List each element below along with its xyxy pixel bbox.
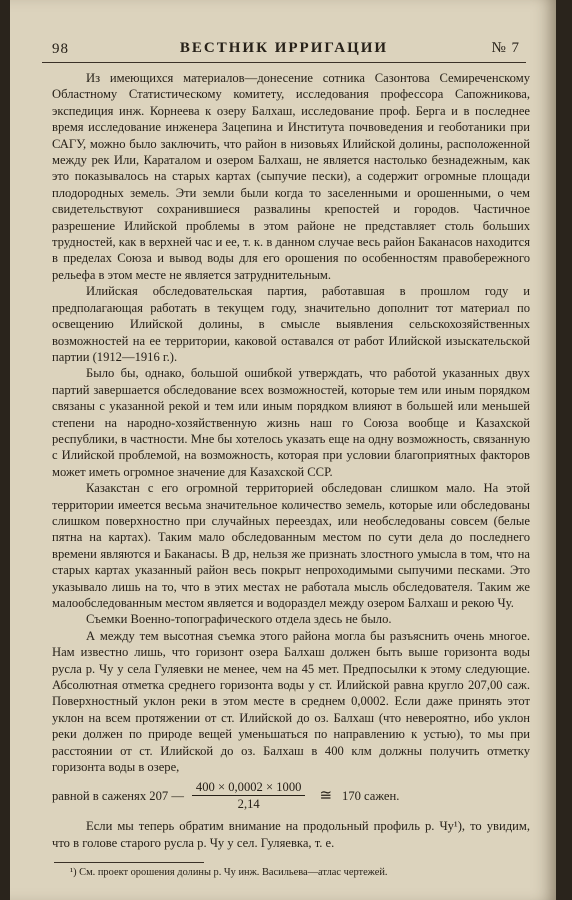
issue-number: № 7 (491, 40, 520, 56)
footnote-divider (54, 862, 204, 863)
formula-approx-sign: ≅ (319, 787, 333, 804)
journal-title: ВЕСТНИК ИРРИГАЦИИ (179, 40, 389, 56)
formula-result: 170 сажен. (342, 788, 400, 803)
paragraph: Из имеющихся материалов—донесение сотника Сазонтова Семиреченскому Областному Статистическому комитету, исследования профессора Сапожникова, экспедиция инж. Корнеева к озеру Балхаш, исследование проф. Берга и в последнее время исследование инженера Зацепина и Института почвоведения и геоботаники при САГУ, можно было заключить, что район в низовьях Илийской долины, расположенной между рек Или, Караталом и озером Балхаш, не является настолько безнадежным, как это показывалось на старых картах (сыпучие пески), а содержит огромные площади плодородных земель. Эти земли были когда то заселенными и орошенными, о чем свидетельствуют сохранившиеся развалины крепостей и городов. Частичное разрешение Илийской проблемы в этом районе не представляет столь больших трудностей, как в верхней час и ее, т. к. в данном случае весь район Баканасов находится в пределах Союза и вывод воды для его орошения по особенностям правобережного рельефа в этом месте не является затруднительным. (52, 71, 530, 282)
page-number: 98 (52, 41, 69, 57)
formula-fraction (192, 779, 306, 812)
page-header (42, 40, 526, 63)
article-body (52, 70, 530, 851)
footnote: ¹) См. проект орошения долины р. Чу инж. Васильева—атлас чертежей. (70, 867, 388, 878)
elevation-formula (52, 779, 530, 812)
document-page (10, 0, 556, 900)
paragraph: Съемки Военно-топографического отдела здесь не было. (86, 612, 392, 627)
formula-denominator: 2,14 (237, 797, 260, 812)
paragraph: Казакстан с его огромной территорией обследован слишком мало. На этой территории имеется весьма значительное количество земель, которые или обследованы слишком поверхностно при случайных переездах, или необследованы совсем (белые пятна на картах). Таким мало обследованным местом по сути дела до последнего времени являются и Баканасы. В др, нельзя же признать злостного умысла в том, что на старых картах указанный район весь покрыт непроходимыми сыпучими песками. Это указывало лишь на то, что в этих местах не работала мысль обследователя. Таким же малообследованным местом является и водораздел между озером Балхаш и рекою Чу. (52, 481, 530, 610)
paragraph: Было бы, однако, большой ошибкой утверждать, что работой указанных двух партий завершается обследование всех возможностей, которые тем или иным порядком связаны с указанной рекой и тем или иным порядком влияют в большей или меньшей степени на народно-хозяйственную жизнь наш го Союза вообще и Казахской республики, в частности. Мне бы хотелось указать еще на одну возможность, связанную с Илийской проблемой, на возможность, которая при условии благоприятных факторов может иметь огромное значение для Казахской ССР. (52, 366, 530, 479)
paragraph: Если мы теперь обратим внимание на продольный профиль р. Чу¹), то увидим, что в голове старого русла р. Чу у сел. Гуляевка, т. е. (52, 819, 530, 850)
paragraph: А между тем высотная съемка этого района могла бы разъяснить очень многое. Нам известно лишь, что горизонт озера Балхаш должен быть выше горизонта воды русла р. Чу у села Гуляевки не менее, чем на 45 мет. Предпосылки к этому следующие. Абсолютная отметка среднего горизонта воды у ст. Илийской равна кругло 207,00 саж. Поверхностный уклон реки в этом месте в среднем 0,0002. Если даже принять этот уклон на всем протяжении от ст. Илийской до оз. Балхаш (что невероятно, ибо уклон реки должен по природе вещей уменьшаться по направлению к устью), то мы при расстоянии от ст. Илийской до оз. Балхаш в 400 клм должны получить отметку горизонта воды в озере, (52, 628, 530, 775)
formula-lead: равной в саженях 207 — (52, 788, 184, 803)
formula-numerator: 400 × 0,0002 × 1000 (192, 779, 306, 796)
paragraph: Илийская обследовательская партия, работавшая в прошлом году и предполагающая работать в текущем году, значительно дополнит тот материал по освещению Илийской долины, в смысле выявления сельскохозяйственных возможностей на ее территории, каковой оставался от работ Илийской изыскательской партии (1912—1916 г.). (52, 284, 530, 364)
